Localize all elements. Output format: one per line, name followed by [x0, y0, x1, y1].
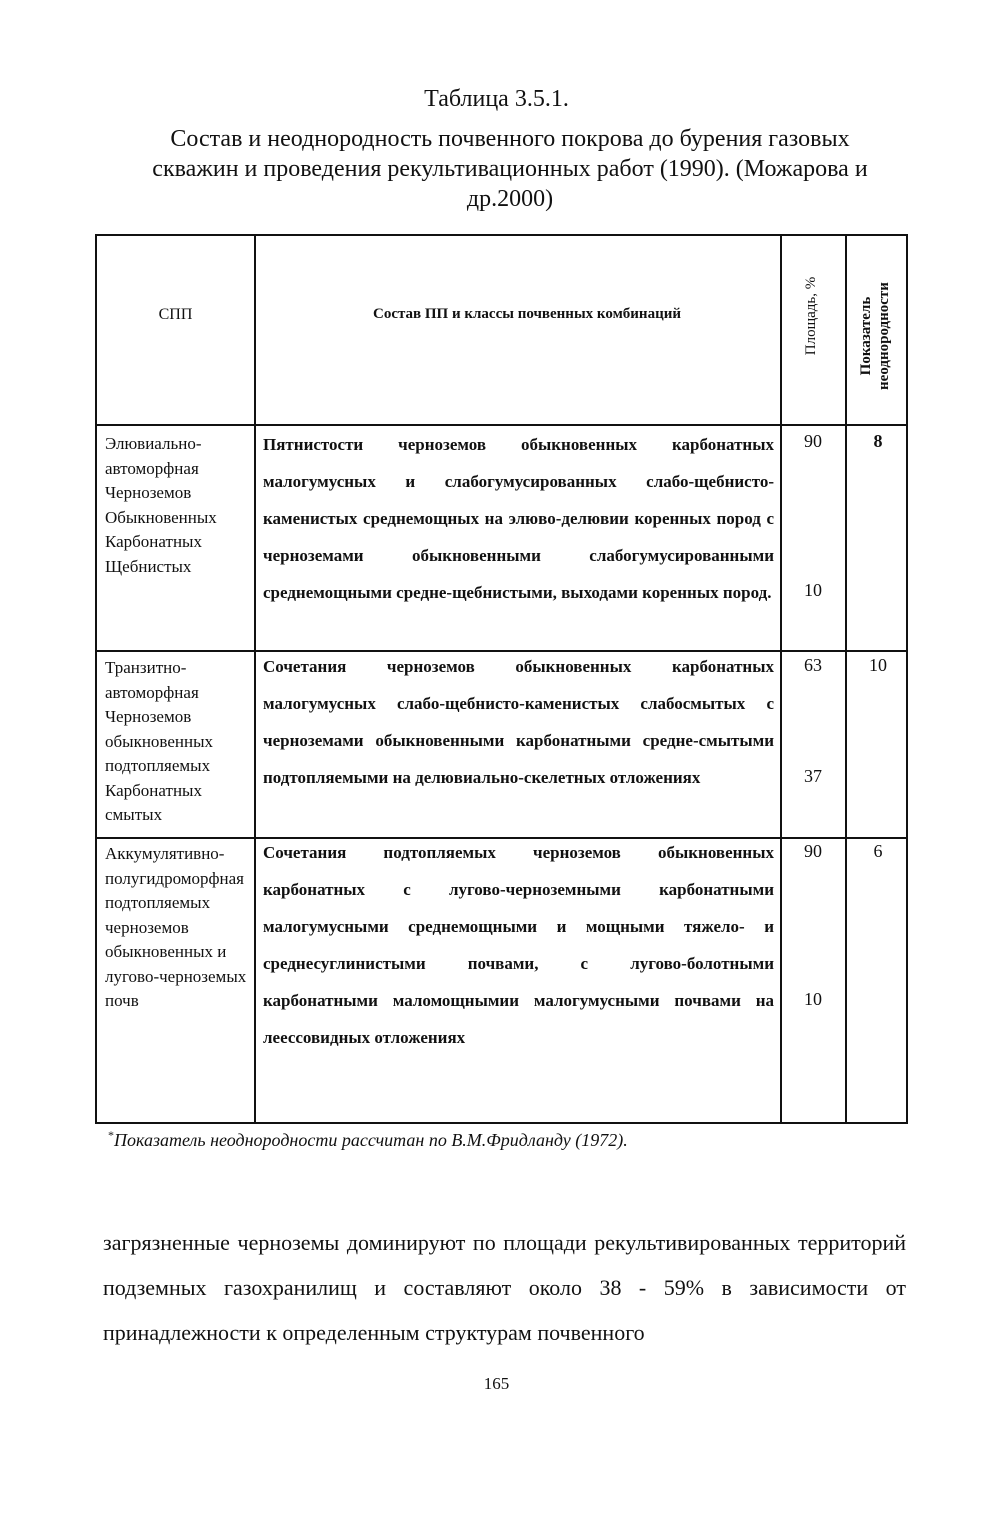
row1-area-1: 90 — [804, 431, 822, 451]
table-caption: Состав и неоднородность почвенного покрова до бурения газовых скважин и проведения рекультивационных работ (1990). (Можарова и др.2000) — [152, 126, 868, 212]
soil-cover-table — [95, 234, 908, 1124]
body-paragraph: загрязненные черноземы доминируют по площади рекультивированных территорий подземных газохранилищ и составляют около 38 - 59% в зависимости от принадлежности к определенным структурам почвенного — [103, 1230, 906, 1345]
page-number: 165 — [483, 1374, 510, 1393]
row1-area-2: 10 — [804, 580, 822, 600]
row2-heterogeneity: 10 — [869, 655, 887, 675]
row2-area-1: 63 — [804, 655, 822, 675]
row2-spp: Транзитно-автоморфная Черноземов обыкновенных подтопляемых Карбонатных смытых — [105, 658, 214, 824]
footnote-mark: * — [108, 1128, 114, 1142]
header-spp: СПП — [158, 306, 193, 323]
row1-composition: Пятнистости черноземов обыкновенных карбонатных малогумусных и слабогумусированных слабо-щебнисто-каменистых среднемощных на элюво-делювии коренных пород с черноземами обыкновенными слабогумусированными среднемощными средне-щебнистыми, выходами коренных пород. — [263, 435, 774, 602]
column-divider — [780, 236, 782, 1122]
header-composition: Состав ПП и классы почвенных комбинаций — [372, 306, 681, 322]
row3-area-2: 10 — [804, 989, 822, 1009]
row2-composition: Сочетания черноземов обыкновенных карбонатных малогумусных слабо-щебнисто-каменистых слабосмытых с черноземами обыкновенными карбонатными средне-смытыми подтопляемыми на делювиально-скелетных отложениях — [263, 657, 774, 787]
row1-spp: Элювиально-автоморфная Черноземов Обыкновенных Карбонатных Щебнистых — [105, 434, 217, 576]
header-heterogeneity: Показатель неоднородности — [858, 282, 892, 390]
table-footnote — [108, 1128, 628, 1151]
footnote-text: Показатель неоднородности рассчитан по В.М.Фридланду (1972). — [114, 1130, 628, 1150]
row3-spp: Аккумулятивно-полугидроморфная подтопляемых черноземов обыкновенных и лугово-черноземых почв — [105, 844, 247, 1010]
column-divider — [845, 236, 847, 1122]
header-area: Площадь, % — [803, 276, 819, 356]
table-number: Таблица 3.5.1. — [424, 86, 569, 112]
row3-area-1: 90 — [804, 841, 822, 861]
row3-heterogeneity: 6 — [873, 841, 883, 861]
row2-area-2: 37 — [804, 766, 822, 786]
row1-heterogeneity: 8 — [873, 431, 883, 451]
row3-composition: Сочетания подтопляемых черноземов обыкновенных карбонатных с лугово-черноземными карбонатными малогумусными среднемощными и мощными тяжело- и среднесуглинистыми почвами, с лугово-болотными карбонатными маломощнымии малогумусными почвами на леессовидных отложениях — [263, 843, 774, 1047]
